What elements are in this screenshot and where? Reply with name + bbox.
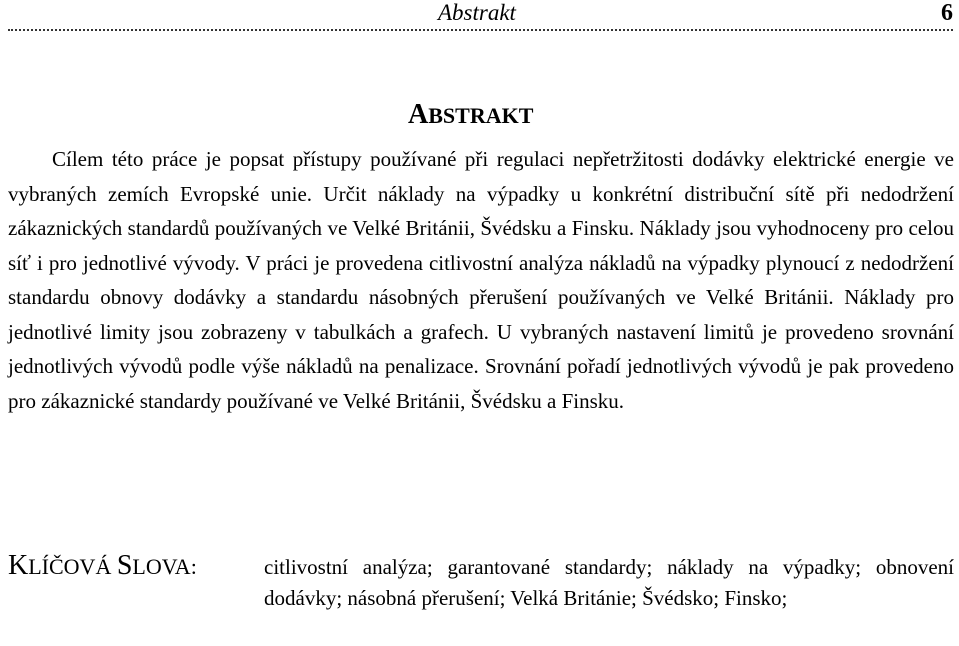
abstract-heading xyxy=(408,98,533,133)
keywords-list: citlivostní analýza; garantované standardy; náklady na výpadky; obnovení dodávky; násobná přerušení; Velká Británie; Švédsko; Finsko; xyxy=(264,555,954,610)
page-number: 6 xyxy=(941,0,953,26)
abstract-body: Cílem této práce je popsat přístupy používané při regulaci nepřetržitosti dodávky elektrické energie ve vybraných zemích Evropské unie. Určit náklady na výpadky u konkrétní distribuční sítě při nedodržení zákaznických standardů používaných ve Velké Británii, Švédsku a Finsku. Náklady jsou vyhodnoceny pro celou síť i pro jednotlivé vývody. V práci je provedena citlivostní analýza nákladů na výpadky plynoucí z nedodržení standardu obnovy dodávky a standardu násobných přerušení používaných ve Velké Británii. Náklady pro jednotlivé limity jsou zobrazeny v tabulkách a grafech. U vybraných nastavení limitů je provedeno srovnání jednotlivých vývodů podle výše nákladů na penalizace. Srovnání pořadí jednotlivých vývodů je pak provedeno pro zákaznické standardy používané ve Velké Británii, Švédsku a Finsku. xyxy=(8,147,954,413)
abstract-heading-rest: BSTRAKT xyxy=(428,103,534,128)
page-header xyxy=(8,0,953,31)
abstract-heading-initial: A xyxy=(408,99,429,130)
running-section-title: Abstrakt xyxy=(438,0,516,25)
keywords-label-rest-1: LÍČOVÁ xyxy=(28,554,117,579)
keywords-label-colon: : xyxy=(190,554,197,579)
keywords-label-initial-2: S xyxy=(116,550,133,581)
keywords-label-initial-1: K xyxy=(8,550,29,581)
keywords-label xyxy=(8,549,197,584)
keywords-label-rest-2: LOVA xyxy=(132,554,191,579)
